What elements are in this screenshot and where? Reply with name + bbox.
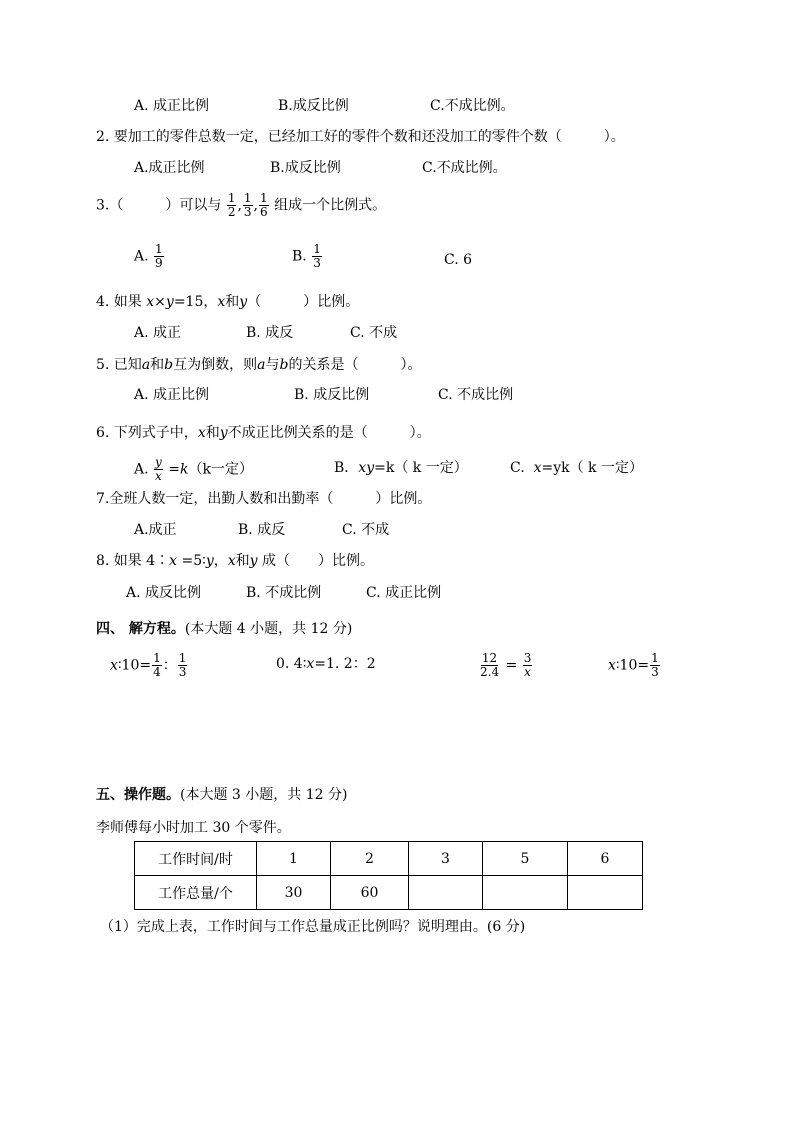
table-cell: 60 (331, 876, 409, 910)
work-table (134, 841, 643, 910)
q5-option-a: A. 成正比例 (134, 387, 210, 403)
q2-question: 2. 要加工的零件总数一定，已经加工好的零件个数和还没加工的零件个数（ ）。 (96, 129, 625, 145)
q6-option-c: C. x=yk（ k 一定） (510, 460, 643, 476)
q3-option-c: C. 6 (444, 252, 473, 268)
section-5-intro: 李师傅每小时加工 30 个零件。 (96, 820, 291, 836)
q6-option-b: B．xy=k（ k 一定） (334, 460, 468, 476)
q4-option-b: B. 成反 (246, 325, 294, 341)
q2-option-c: C.不成比例。 (422, 160, 507, 176)
table-cell: 5 (483, 842, 568, 876)
q6-question: 6. 下列式子中，x和y不成正比例关系的是（ ）。 (96, 425, 431, 441)
fraction: $\frac{1}{2}$ (227, 191, 236, 219)
fraction: $\frac{1}{3}$ (243, 191, 252, 219)
table-cell: 30 (257, 876, 331, 910)
q7-option-b: B. 成反 (238, 522, 286, 538)
q7-question: 7.全班人数一定，出勤人数和出勤率（ ）比例。 (96, 491, 432, 507)
q6-option-a: A. $\frac{y}{x}$ =k（k一定） (134, 455, 253, 483)
table-cell: 6 (568, 842, 643, 876)
q5-option-b: B. 成反比例 (294, 387, 370, 403)
equation-3: $\frac{12}{2.4}$ = $\frac{3}{x}$ (480, 651, 532, 679)
q2-option-b: B.成反比例 (270, 160, 341, 176)
q4-option-a: A. 成正 (134, 325, 182, 341)
table-cell: 1 (257, 842, 331, 876)
table-header-cell: 工作总量/个 (135, 876, 257, 910)
sub-question-1: （1）完成上表，工作时间与工作总量成正比例吗？说明理由。(6 分) (100, 919, 526, 935)
table-cell: 2 (331, 842, 409, 876)
q8-option-a: A. 成反比例 (126, 585, 202, 601)
equation-2: 0. 4∶x=1. 2：2 (276, 656, 376, 672)
q8-question: 8. 如果 4∶x =5∶y，x和y 成（ ）比例。 (96, 553, 375, 569)
table-cell-blank[interactable] (409, 876, 483, 910)
section-4-title: 四、 解方程。(本大题 4 小题，共 12 分) (96, 621, 353, 637)
q3-option-a: A. $\frac{1}{9}$ (134, 242, 163, 270)
table-row (135, 842, 643, 876)
q8-option-c: C. 成正比例 (366, 585, 442, 601)
q2-option-a: A.成正比例 (134, 160, 205, 176)
fraction: $\frac{1}{6}$ (260, 191, 268, 219)
section-5-title: 五、操作题。(本大题 3 小题，共 12 分) (96, 787, 348, 803)
table-row (135, 876, 643, 910)
table-header-cell: 工作时间/时 (135, 842, 257, 876)
q5-option-c: C. 不成比例 (438, 387, 514, 403)
table-cell-blank[interactable] (568, 876, 643, 910)
q8-option-b: B. 不成比例 (246, 585, 322, 601)
q1-option-a: A. 成正比例 (134, 98, 210, 114)
q4-option-c: C. 不成 (350, 325, 398, 341)
q4-question: 4. 如果 x×y=15，x和y（ ）比例。 (96, 294, 360, 310)
table-cell: 3 (409, 842, 483, 876)
q3-option-b: B. $\frac{1}{3}$ (292, 242, 321, 270)
q5-question: 5. 已知a和b互为倒数，则a与b的关系是（ ）。 (96, 357, 422, 373)
q1-option-b: B.成反比例 (278, 98, 349, 114)
q1-option-c: C.不成比例。 (430, 98, 515, 114)
q7-option-a: A.成正 (134, 522, 177, 538)
equation-1: x∶10= $\frac{1}{4}$ ： $\frac{1}{3}$ (110, 651, 187, 679)
table-cell-blank[interactable] (483, 876, 568, 910)
q3-question: 3.（ ）可以与 $\frac{1}{2}$ , $\frac{1}{3}$ , $\frac{1}{6}$ 组成一个比例式。 (96, 191, 387, 219)
q7-option-c: C. 不成 (342, 522, 390, 538)
equation-4: x∶10= $\frac{1}{3}$ (608, 651, 659, 679)
